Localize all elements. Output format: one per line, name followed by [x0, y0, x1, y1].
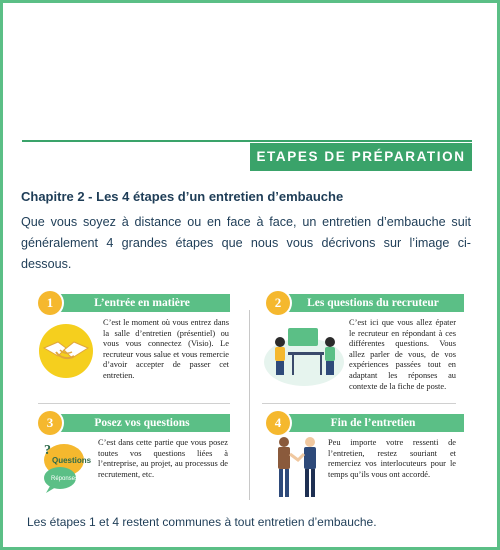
step-description: C’est ici que vous allez épater le recruteur en répondant à ces différentes questions. Vous allez parler de vous, de vos expériences passées tout en adaptant les réponses au contexte de la fiche de poste. [349, 318, 456, 391]
questions-bubble-icon [38, 438, 92, 499]
step-description: Peu importe votre ressenti de l’entretien, restez souriant et remerciez vos interlocuteurs pour le temps qu’ils vous ont accordé. [328, 438, 456, 479]
step-description: C’est le moment où vous entrez dans la salle d’entretien (présentiel) ou vous vous connectez (Visio). Le recruteur vous salue et vous remercie d’avoir accepter de passer cet entretien. [103, 318, 229, 380]
banner-rule [22, 140, 472, 142]
people-handshake-icon [270, 434, 326, 507]
handshake-icon [38, 322, 94, 385]
step-number-badge: 4 [266, 411, 290, 435]
step-number-badge: 1 [38, 291, 62, 315]
row-divider [262, 403, 456, 404]
step-title: Posez vos questions [54, 414, 230, 432]
intro-paragraph: Que vous soyez à distance ou en face à face, un entretien d’embauche suit généralement 4 grandes étapes que nous vous décrivons sur l’image ci-dessous. [21, 215, 471, 271]
icon-word-questions: Questions [52, 456, 92, 465]
step-title: L’entrée en matière [54, 294, 230, 312]
step-title: Les questions du recruteur [282, 294, 464, 312]
step-number-badge: 3 [38, 411, 62, 435]
step-title: Fin de l’entretien [282, 414, 464, 432]
meeting-icon [262, 322, 346, 393]
banner-title: ETAPES DE PRÉPARATION [250, 143, 472, 171]
column-divider [249, 310, 250, 500]
row-divider [38, 403, 230, 404]
step-description: C’est dans cette partie que vous posez toutes vos questions liées à l’entreprise, au projet, au processus de recrutement, etc. [98, 438, 228, 479]
svg-text:?: ? [44, 443, 51, 458]
footer-note: Les étapes 1 et 4 restent communes à tout entretien d’embauche. [27, 515, 377, 529]
step-number-badge: 2 [266, 291, 290, 315]
chapter-title: Chapitre 2 - Les 4 étapes d’un entretien d’embauche [21, 189, 344, 204]
section-banner [22, 140, 472, 172]
icon-word-reponses: Réponses [51, 476, 79, 482]
